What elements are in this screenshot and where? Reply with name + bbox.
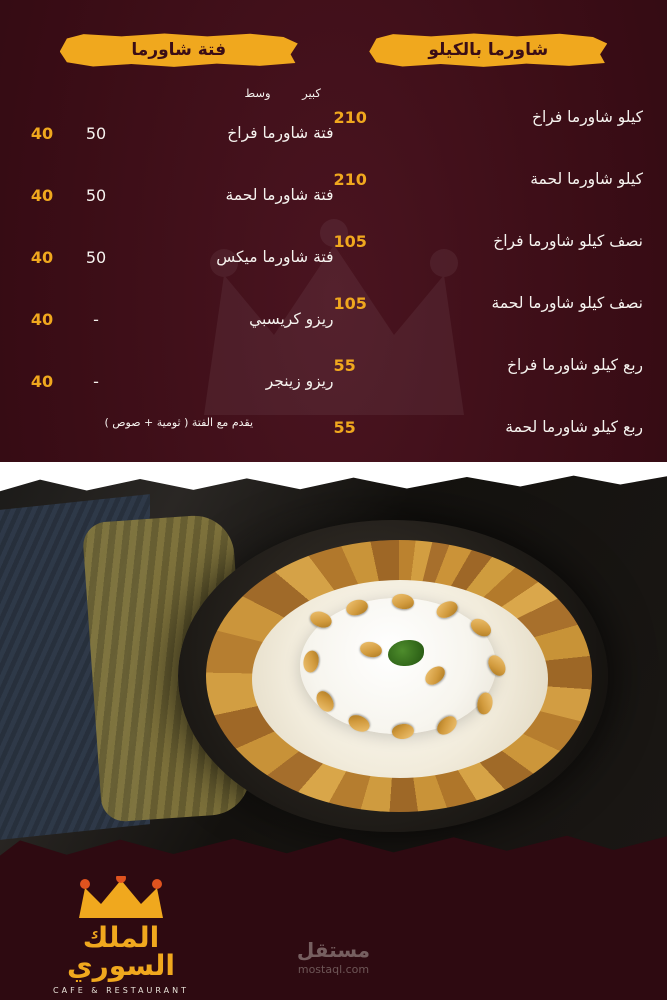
menu-columns [0,0,667,470]
price-group [24,186,118,205]
item-name: ريزو زينجر [265,372,334,390]
menu-item-row [334,210,644,272]
menu-item-row [334,396,644,458]
price-group [24,124,118,143]
item-price: 55 [333,417,356,437]
menu-item-row [24,226,334,288]
section-title: فتة شاورما [131,40,227,60]
size-header-large: كبير [302,86,321,100]
item-price-large: - [93,309,99,329]
photo-backdrop [0,462,667,862]
section-heading [369,32,607,68]
item-price-medium: 40 [30,371,54,391]
size-header-medium: وسط [244,86,271,100]
section-fatteh-shawarma [18,32,334,470]
menu-item-row [334,148,644,210]
item-price: 210 [333,169,367,189]
brand-tagline: CAFE & RESTAURANT [53,986,189,995]
crown-icon [73,876,169,922]
section-title: شاورما بالكيلو [428,40,549,60]
menu-item-row [24,102,334,164]
item-price-medium: 40 [30,309,54,329]
price-group [24,372,118,391]
item-price-medium: 40 [30,247,54,267]
brand-logo [36,876,206,995]
price-group [24,248,118,267]
item-price: 105 [333,231,367,251]
mostaql-watermark [297,938,370,976]
item-list [334,86,644,458]
item-name: فتة شاورما فراخ [227,124,334,142]
menu-item-row [24,350,334,412]
item-price-large: 50 [85,123,107,143]
section-heading [60,32,298,68]
item-name: ربع كيلو شاورما فراخ [506,356,643,374]
item-price-medium: 40 [30,185,54,205]
item-name: فتة شاورما لحمة [225,186,334,204]
food-photo [0,462,667,862]
section-shawarma-by-kilo [334,32,650,470]
mostaql-site: mostaql.com [297,963,370,976]
item-name: ريزو كريسبي [249,310,334,328]
item-price-large: 50 [85,185,107,205]
item-name: ربع كيلو شاورما لحمة [505,418,643,436]
item-price-large: - [93,371,99,391]
menu-item-row [334,86,644,148]
price-group [24,310,118,329]
item-name: نصف كيلو شاورما لحمة [491,294,643,312]
item-price-large: 50 [85,247,107,267]
item-name: كيلو شاورما لحمة [530,170,643,188]
item-list [24,102,334,412]
menu-item-row [24,288,334,350]
item-name: نصف كيلو شاورما فراخ [493,232,643,250]
menu-item-row [334,272,644,334]
menu-item-row [334,334,644,396]
item-price: 105 [333,293,367,313]
menu-item-row [24,164,334,226]
item-name: كيلو شاورما فراخ [531,108,643,126]
section-note: يقدم مع الفتة ( ثومية + صوص ) [104,416,254,429]
brand-name-ar: الملك السوري [67,921,175,982]
size-header-row [24,86,334,100]
item-price: 55 [333,355,356,375]
item-name: فتة شاورما ميكس [216,248,334,266]
footer [0,860,667,1000]
item-price: 210 [333,107,367,127]
item-price-medium: 40 [30,123,54,143]
mostaql-name-ar: مستقل [296,938,371,962]
